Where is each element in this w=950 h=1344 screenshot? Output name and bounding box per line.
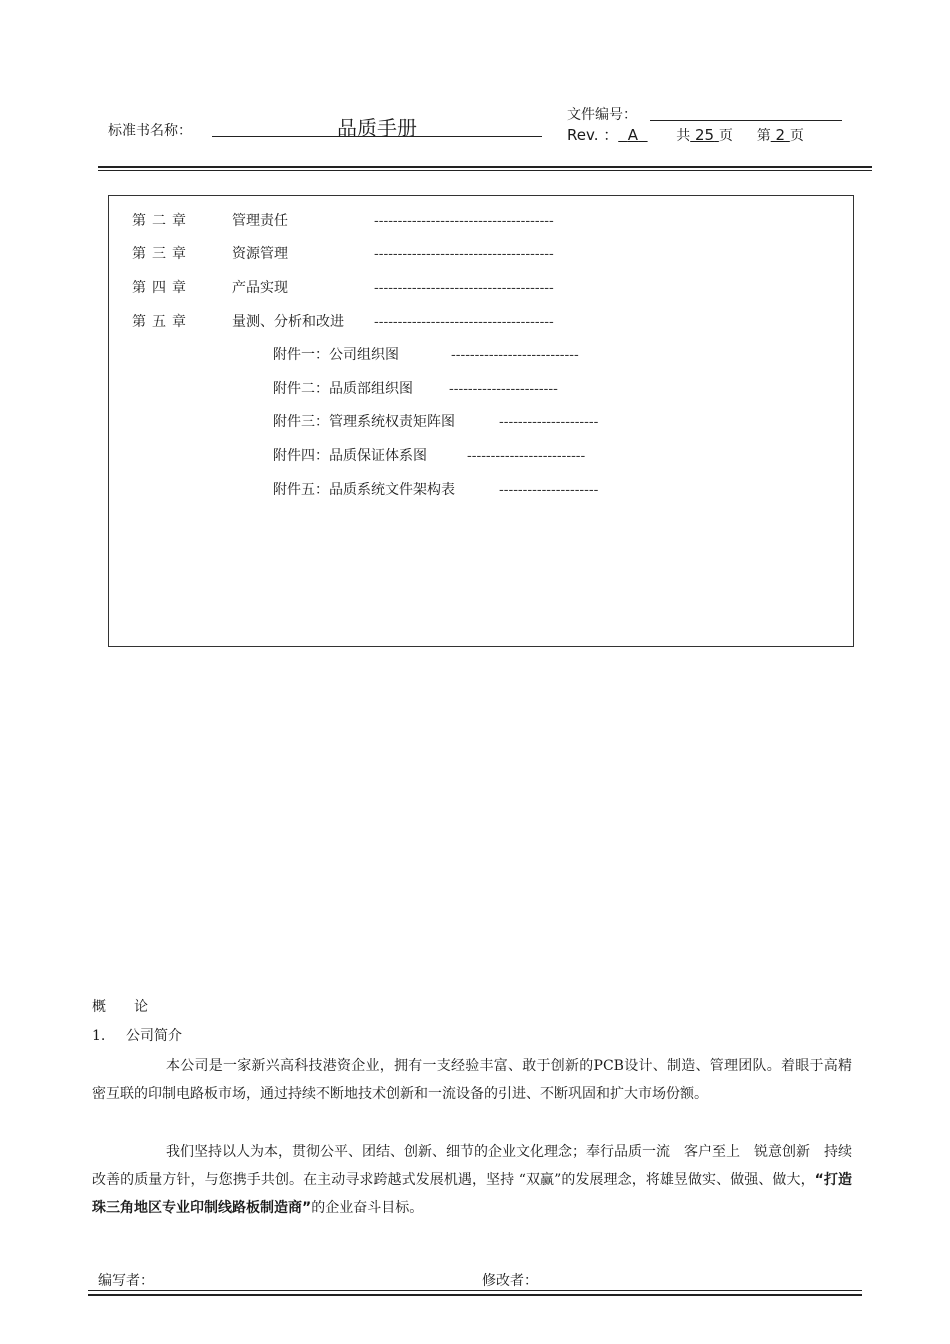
footer-rule-thin bbox=[88, 1290, 862, 1291]
rev-label: Rev. ： bbox=[567, 126, 619, 144]
toc-leader: -------------------------------------- bbox=[374, 246, 554, 262]
page-suffix: 页 bbox=[789, 128, 804, 144]
chapter-number: 第三章 bbox=[132, 246, 192, 262]
toc-leader: -------------------------------------- bbox=[374, 280, 554, 296]
toc-appendix-5 bbox=[273, 479, 598, 499]
toc-appendix-1 bbox=[273, 344, 579, 364]
company-goal: “打造珠三角地区专业印制线路板制造商” bbox=[92, 1172, 853, 1216]
appendix-title: 附件五：品质系统文件架构表 bbox=[273, 482, 455, 498]
total-pages: 25 bbox=[694, 126, 715, 144]
chapter-number: 第二章 bbox=[132, 213, 192, 229]
doc-name-label: 标准书名称： bbox=[108, 123, 192, 139]
chapter-title: 量测、分析和改进 bbox=[232, 314, 344, 330]
section-title: 概 论 bbox=[92, 999, 148, 1015]
total-prefix: 共 bbox=[676, 128, 691, 144]
file-number-label: 文件编号： bbox=[567, 107, 637, 123]
item-title: 公司简介 bbox=[126, 1028, 182, 1044]
chapter-number: 第五章 bbox=[132, 314, 192, 330]
toc-leader: -------------------------------------- bbox=[374, 213, 554, 229]
toc-leader: --------------------- bbox=[499, 414, 599, 430]
toc-chapter-3 bbox=[132, 243, 554, 263]
appendix-title: 附件二：品质部组织图 bbox=[273, 381, 413, 397]
header-rule-thick bbox=[98, 166, 872, 168]
toc-chapter-4 bbox=[132, 277, 554, 297]
appendix-title: 附件四：品质保证体系图 bbox=[273, 448, 427, 464]
appendix-title: 附件三：管理系统权责矩阵图 bbox=[273, 414, 455, 430]
paragraph-company-intro: 本公司是一家新兴高科技港资企业，拥有一支经验丰富、敢于创新的PCB设计、制造、管理团队。着眼于高精密互联的印制电路板市场，通过持续不断地技术创新和一流设备的引进、不断巩固和扩大市场份额。 bbox=[92, 1058, 852, 1102]
footer-rule-thick bbox=[88, 1294, 862, 1296]
rev-value: A bbox=[627, 126, 639, 144]
toc-appendix-3 bbox=[273, 411, 598, 431]
appendix-title: 附件一：公司组织图 bbox=[273, 347, 399, 363]
toc-leader: --------------------- bbox=[499, 482, 599, 498]
modifier-label: 修改者： bbox=[482, 1273, 538, 1289]
toc-leader: --------------------------- bbox=[451, 347, 579, 363]
toc-chapter-5 bbox=[132, 311, 554, 331]
chapter-title: 资源管理 bbox=[232, 246, 288, 262]
chapter-title: 管理责任 bbox=[232, 213, 288, 229]
page-number: 2 bbox=[775, 126, 786, 144]
chapter-number: 第四章 bbox=[132, 280, 192, 296]
chapter-title: 产品实现 bbox=[232, 280, 288, 296]
toc-leader: ------------------------- bbox=[467, 448, 586, 464]
title-underline bbox=[212, 136, 542, 137]
toc-appendix-4 bbox=[273, 445, 585, 465]
subsection-heading bbox=[92, 1022, 182, 1050]
total-suffix: 页 bbox=[718, 128, 733, 144]
page-prefix: 第 bbox=[756, 128, 771, 144]
file-number-underline bbox=[650, 120, 842, 121]
toc-appendix-2 bbox=[273, 378, 558, 398]
toc-leader: -------------------------------------- bbox=[374, 314, 554, 330]
paragraph-philosophy: 我们坚持以人为本，贯彻公平、团结、创新、细节的企业文化理念；奉行品质一流 客户至上 锐意创新 持续改善的质量方针，与您携手共创。在主动寻求跨越式发展机遇，坚持 “双赢”的发展理念，将雄昱做实、做强、做大，“打造珠三角地区专业印制线路板制造商”的企业奋斗目标。 bbox=[92, 1144, 853, 1216]
header-rule-thin bbox=[98, 170, 872, 171]
revision-row bbox=[567, 124, 804, 145]
item-number: 1. bbox=[92, 1028, 106, 1044]
toc-leader: ----------------------- bbox=[449, 381, 558, 397]
doc-title: 品质手册 bbox=[337, 116, 417, 140]
writer-label: 编写者： bbox=[98, 1273, 154, 1289]
toc-chapter-2 bbox=[132, 210, 554, 230]
